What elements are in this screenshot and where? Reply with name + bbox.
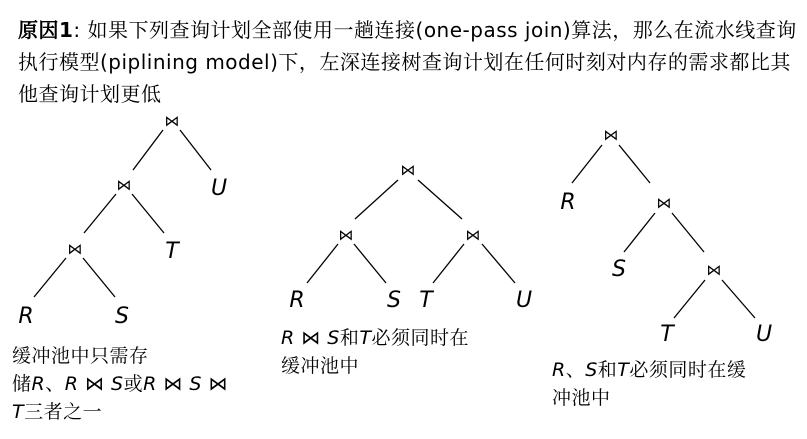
join-symbol: ⋈ [208,373,229,395]
join-node: ⋈ [116,176,132,194]
join-node: ⋈ [164,112,180,130]
join-node: ⋈ [338,226,354,244]
relation-t: T [617,359,630,381]
join-node: ⋈ [706,261,722,279]
edge [482,244,515,283]
caption-line: 缓冲池中 [281,355,360,377]
caption-text: 和 [597,359,618,381]
relation-r: R [143,373,157,395]
leaf-r: R [289,288,305,313]
edge [619,145,650,183]
relation-s: S [585,359,598,381]
heading-text: : 如果下列查询计划全部使用一趟连接(one-pass join)算法，那么在流水线查询执行模型(piplining model)下，左深连接树查询计划在任何时刻对内存的需求都比其他查询计划更低 [18,18,797,106]
caption-text: 必须同时在 [371,327,469,349]
edge [307,244,338,283]
heading-label: 原因1 [18,18,74,42]
caption-line: 冲池中 [552,387,611,409]
caption-line: 缓冲池中只需存 [12,345,149,367]
join-symbol: ⋈ [84,373,105,395]
caption-text: 和 [339,327,360,349]
leaf-r: R [560,190,576,215]
caption-text: 三者之一 [24,401,103,423]
edge [572,145,602,183]
leaf-t: T [165,239,179,264]
edge [433,244,464,283]
join-node: ⋈ [465,226,481,244]
caption-line [12,370,282,398]
bushy-caption [281,324,541,380]
leaf-t: T [660,322,674,347]
join-symbol: ⋈ [301,327,321,349]
relation-s: S [327,327,340,349]
relation-s: S [111,373,124,395]
edge [34,258,66,297]
edge [624,213,655,252]
relation-t: T [12,401,25,423]
edge [354,244,386,283]
edge [83,258,115,297]
relation-t: T [359,327,372,349]
edge [672,213,704,252]
edge [84,194,116,233]
edge [355,180,398,219]
join-node: ⋈ [603,126,619,144]
relation-s: S [189,373,202,395]
left-deep-caption [12,342,282,426]
caption-text: 必须同时在缓 [629,359,747,381]
edge [180,130,211,170]
join-symbol: ⋈ [163,373,183,395]
leaf-u: U [515,288,533,313]
leaf-s: S [612,257,626,282]
edge [418,180,462,219]
caption-text: 储 [12,373,32,395]
edge [722,280,755,318]
edge [674,280,705,318]
relation-r: R [281,327,295,349]
join-node: ⋈ [656,194,672,212]
edge [133,130,163,170]
right-deep-caption [552,356,807,412]
leaf-s: S [115,304,129,329]
caption-line [12,398,282,426]
leaf-u: U [210,176,228,201]
leaf-u: U [755,322,773,347]
relation-r: R [31,373,46,395]
relation-r: R [64,373,79,395]
join-node: ⋈ [400,161,416,179]
join-node: ⋈ [67,240,83,258]
leaf-r: R [18,304,34,329]
relation-r: R [552,359,566,381]
caption-text: 、 [565,359,586,381]
leaf-s: S [387,288,401,313]
caption-text: 、 [45,373,65,395]
edge [132,194,164,233]
caption-text: 或 [123,373,144,395]
caption-line [552,356,807,384]
caption-line [281,324,541,352]
leaf-t: T [419,288,433,313]
